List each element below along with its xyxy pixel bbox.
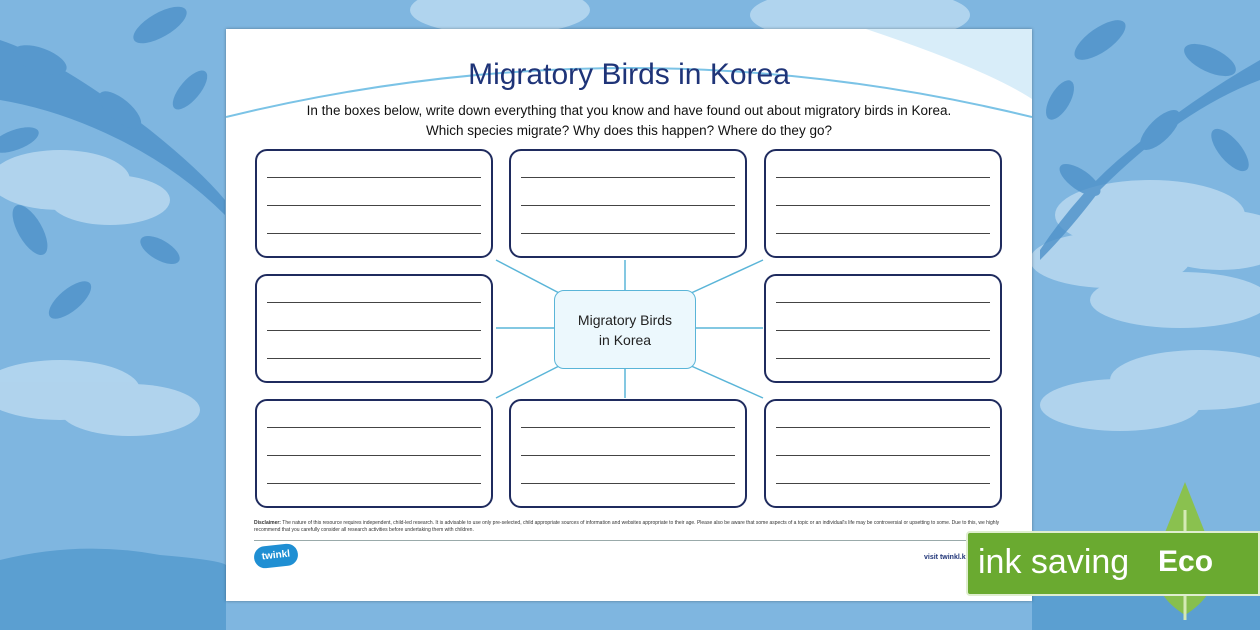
writing-line — [776, 330, 990, 331]
footer-link[interactable]: visit twinkl.k — [924, 554, 966, 561]
writing-line — [267, 455, 481, 456]
writing-line — [776, 302, 990, 303]
writing-line — [776, 177, 990, 178]
connector-bottom-left — [496, 365, 561, 398]
writing-line — [776, 483, 990, 484]
writing-line — [267, 427, 481, 428]
writing-line — [267, 483, 481, 484]
writing-line — [267, 330, 481, 331]
eco-label: Eco — [1158, 545, 1214, 578]
writing-box-middle-left[interactable] — [255, 274, 493, 383]
writing-line — [521, 427, 735, 428]
writing-box-top-center[interactable] — [509, 149, 747, 258]
center-topic-line-1: Migratory Birds — [577, 311, 673, 328]
writing-box-bottom-center[interactable] — [509, 399, 747, 508]
writing-line — [776, 455, 990, 456]
writing-line — [776, 205, 990, 206]
ink-saving-label: ink saving — [978, 543, 1130, 581]
writing-line — [267, 302, 481, 303]
connector-top-right — [689, 260, 763, 294]
writing-line — [267, 205, 481, 206]
writing-line — [521, 177, 735, 178]
writing-box-top-left[interactable] — [255, 149, 493, 258]
footer-divider — [254, 540, 1006, 541]
disclaimer-text: The nature of this resource requires independent, child-led research. It is advisable to use only pre-selected, child appropriate sources of information and websites appropriate to their age. Please also be aware that some aspects of a topic or an individual's life may be controversial or upsetting to some. Due to this, we highly recommend that you carefully consider all research activities before undertaking them with children. — [254, 520, 1000, 533]
writing-line — [521, 205, 735, 206]
center-topic-line-2: in Korea — [598, 331, 652, 348]
connector-top-left — [496, 260, 561, 294]
writing-line — [521, 483, 735, 484]
writing-box-bottom-right[interactable] — [764, 399, 1002, 508]
writing-box-bottom-left[interactable] — [255, 399, 493, 508]
writing-line — [776, 358, 990, 359]
disclaimer-heading: Disclaimer: — [254, 520, 281, 526]
writing-line — [267, 233, 481, 234]
writing-line — [776, 427, 990, 428]
instructions-line-2: Which species migrate? Why does this happen? Where do they go? — [426, 123, 832, 138]
writing-box-middle-right[interactable] — [764, 274, 1002, 383]
worksheet-title: Migratory Birds in Korea — [468, 58, 790, 91]
center-topic-box — [554, 290, 696, 369]
twinkl-logo: twinkl — [253, 543, 299, 569]
writing-box-top-right[interactable] — [764, 149, 1002, 258]
worksheet — [226, 29, 1032, 601]
writing-line — [776, 233, 990, 234]
writing-line — [521, 455, 735, 456]
connector-bottom-right — [689, 365, 763, 398]
writing-line — [267, 358, 481, 359]
writing-line — [267, 177, 481, 178]
writing-line — [521, 233, 735, 234]
instructions-line-1: In the boxes below, write down everything that you know and have found out about migratory birds in Korea. — [306, 103, 952, 118]
disclaimer — [254, 520, 1006, 534]
